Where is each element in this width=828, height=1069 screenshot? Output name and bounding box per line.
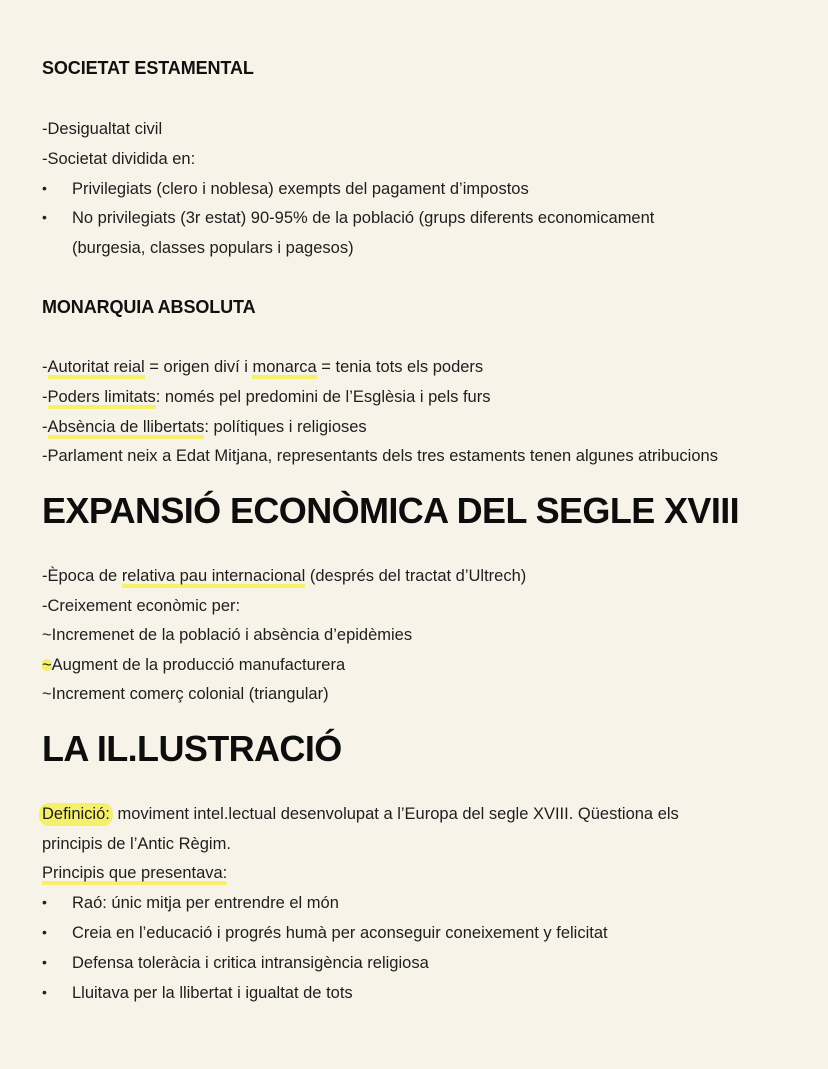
bullet-icon: • <box>42 209 47 225</box>
highlighted-term: Autoritat reial <box>48 358 145 379</box>
text-fragment: = origen diví i <box>144 358 253 376</box>
bullet-icon: • <box>42 894 47 910</box>
text-line-definicio <box>42 804 679 824</box>
heading-societat-estamental: SOCIETAT ESTAMENTAL <box>42 58 254 78</box>
text-fragment: - <box>42 418 48 436</box>
highlighted-term: Absència de llibertats <box>48 418 205 439</box>
text-line-epoca <box>42 566 526 586</box>
text-line: -Creixement econòmic per: <box>42 597 241 615</box>
text-line-principis <box>42 863 227 883</box>
bullet-item: Raó: únic mitja per entrendre el món <box>72 894 339 912</box>
text-line-autoritat <box>42 357 483 377</box>
bullet-icon: • <box>42 180 47 196</box>
bullet-item: Privilegiats (clero i noblesa) exempts del pagament d’impostos <box>72 180 529 198</box>
text-line: ~Increment comerç colonial (triangular) <box>42 685 329 703</box>
bullet-item-continuation: (burgesia, classes populars i pagesos) <box>72 239 354 257</box>
text-fragment: = tenia tots els poders <box>316 358 484 376</box>
bullet-item: Lluitava per la llibertat i igualtat de tots <box>72 984 353 1002</box>
highlighted-term: Poders limitats <box>48 388 156 409</box>
heading-expansio-economica: EXPANSIÓ ECONÒMICA DEL SEGLE XVIII <box>42 490 740 531</box>
highlighted-term: relativa pau internacional <box>122 567 305 588</box>
text-fragment: - <box>42 388 48 406</box>
text-line-absencia <box>42 417 367 437</box>
bullet-item: Creia en l’educació i progrés humà per aconseguir coneixement y felicitat <box>72 924 608 942</box>
text-fragment: (després del tractat d’Ultrech) <box>305 567 527 585</box>
heading-illustracio: LA IL.LUSTRACIÓ <box>42 728 342 769</box>
text-line: -Societat dividida en: <box>42 150 196 168</box>
bullet-item: Defensa toleràcia i critica intransigència religiosa <box>72 954 429 972</box>
text-line: principis de l’Antic Règim. <box>42 835 231 853</box>
highlighted-label: Definició: <box>39 803 113 826</box>
highlighted-tilde: ~ <box>42 656 52 674</box>
text-fragment: - <box>42 358 48 376</box>
highlighted-term: Principis que presentava: <box>42 864 227 885</box>
text-fragment: -Època de <box>42 567 122 585</box>
bullet-icon: • <box>42 954 47 970</box>
text-line-poders <box>42 387 490 407</box>
heading-monarquia-absoluta: MONARQUIA ABSOLUTA <box>42 297 256 317</box>
text-fragment: : només pel predomini de l’Esglèsia i pels furs <box>155 388 491 406</box>
bullet-item: No privilegiats (3r estat) 90-95% de la població (grups diferents economicament <box>72 209 655 227</box>
text-line: ~Incremenet de la població i absència d’epidèmies <box>42 626 413 644</box>
bullet-icon: • <box>42 984 47 1000</box>
text-line-parlament: -Parlament neix a Edat Mitjana, representants dels tres estaments tenen algunes atribucions <box>42 447 718 465</box>
text-fragment: : polítiques i religioses <box>204 418 367 436</box>
text-line-augment <box>42 655 345 675</box>
highlighted-term: monarca <box>252 358 316 379</box>
bullet-icon: • <box>42 924 47 940</box>
text-fragment: Augment de la producció manufacturera <box>51 656 346 674</box>
text-fragment: moviment intel.lectual desenvolupat a l’Europa del segle XVIII. Qüestiona els <box>112 805 679 823</box>
text-line: -Desigualtat civil <box>42 120 163 138</box>
